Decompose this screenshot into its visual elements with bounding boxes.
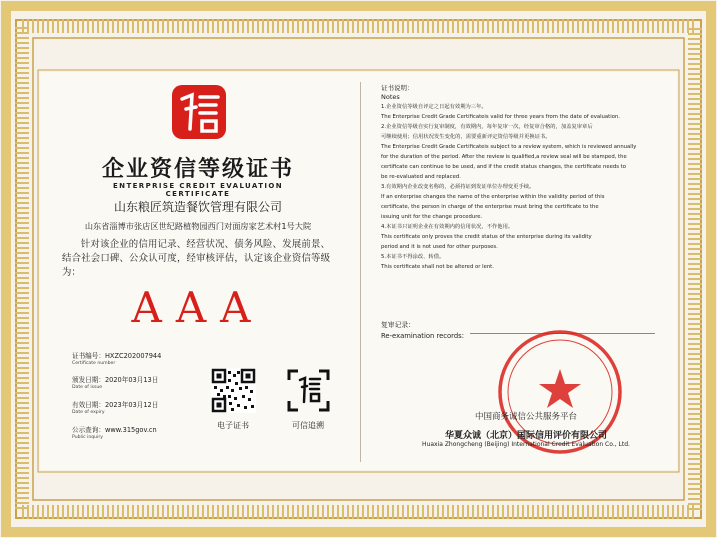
- company-name: 山东粮匠筑造餐饮管理有限公司: [113, 200, 282, 214]
- note-line: certificate, the person in charge of the enterprise must bring the certificate to the: [381, 204, 599, 210]
- reexam-label-en: Re-examination records:: [381, 332, 465, 340]
- note-line: be re-evaluated and replaced.: [381, 174, 461, 180]
- inquiry-url: www.315gov.cn: [104, 426, 157, 434]
- reexam-label-zh: 复审记录：: [381, 321, 415, 329]
- note-line: This certificate shall not be altered or lent.: [381, 264, 494, 270]
- note-line: 2.企业资信等级自实行复审制度，有效期内，每年复审一次，经复审合格的，加盖复审章后: [381, 124, 593, 130]
- note-line: If an enterprise changes the name of the enterprise within the validity period of this: [381, 194, 605, 200]
- note-line: The Enterprise Credit Grade Certificateis subject to a review system, which is reviewed annually: [381, 144, 637, 150]
- note-line: certificate can continue to be used, and if the credit status changes, the certificate needs to: [381, 164, 626, 170]
- issue-date: 2020年03月13日: [104, 376, 159, 384]
- certificate-title-en: ENTERPRISE CREDIT EVALUATION CERTIFICATE: [113, 182, 283, 198]
- xin-logo-icon: [170, 83, 228, 141]
- note-line: period and it is not used for other purposes.: [381, 244, 498, 250]
- cert-number-block: 证书编号：HXZC202007944 Certificate number: [72, 352, 162, 366]
- note-line: issuing unit for the change procedure.: [381, 214, 483, 220]
- certificate-notes: [381, 84, 657, 272]
- issue-date-block: 颁发日期：2020年03月13日 Date of issue: [72, 376, 159, 390]
- issuer-block: [392, 410, 660, 448]
- credit-grade: AAA: [131, 283, 265, 332]
- expiry-date: 2023年03月12日: [104, 401, 159, 409]
- company-address: 山东省淄博市张店区世纪路植物园西门对面房家艺术村1号大院: [84, 221, 312, 231]
- evaluation-statement: 针对该企业的信用记录、经营状况、债务风险、发展前景、结合社会口碑、公众认可度，经审核评估，认定该企业资信等级为：: [62, 239, 330, 278]
- note-line: for the duration of the period. After the review is qualified,a review seal will be stamped, the: [381, 154, 627, 160]
- certificate-title: 企业资信等级证书: [101, 156, 294, 182]
- qr-caption: 电子证书: [217, 421, 249, 430]
- qr-code-icon[interactable]: [211, 368, 256, 413]
- reexam-block: [381, 320, 464, 342]
- trace-icon[interactable]: [286, 368, 331, 413]
- notes-heading-zh: 证书说明：: [381, 84, 414, 92]
- note-line: 1.企业资信等级自评定之日起有效期为三年。: [381, 104, 487, 110]
- note-line: The Enterprise Credit Grade Certificateis valid for three years from the date of evaluation.: [381, 114, 620, 120]
- issuer-platform: 中国商务诚信公共服务平台: [474, 412, 577, 422]
- center-divider: [360, 82, 361, 462]
- public-inquiry-block: 公示查询：www.315gov.cn Public inquiry: [72, 426, 157, 440]
- note-line: 3.有效期内企业改变名称的，必须持证到发证单位办理变更手续。: [381, 184, 535, 190]
- expiry-date-block: 有效日期：2023年03月12日 Date of expiry: [72, 401, 159, 415]
- issuer-name-en: Huaxia Zhongcheng (Beijing) International Credit Evaluation Co., Ltd.: [422, 441, 630, 448]
- notes-heading-en: Notes: [381, 93, 400, 101]
- issuer-name-zh: 华夏众诚（北京）国际信用评价有限公司: [444, 431, 607, 441]
- note-line: 5.本证书不得涂改、转借。: [381, 254, 445, 260]
- note-line: 4.本证书只证明企业在有效期内的信用状况，不作他用。: [381, 224, 514, 230]
- note-line: This certificate only proves the credit status of the enterprise during its validity: [381, 234, 592, 240]
- trace-caption: 可信追溯: [292, 421, 324, 430]
- cert-number: HXZC202007944: [104, 352, 162, 360]
- note-line: 可继续使用；信用状况发生变化的，需要重新评定资信等级并更换证书。: [381, 134, 551, 140]
